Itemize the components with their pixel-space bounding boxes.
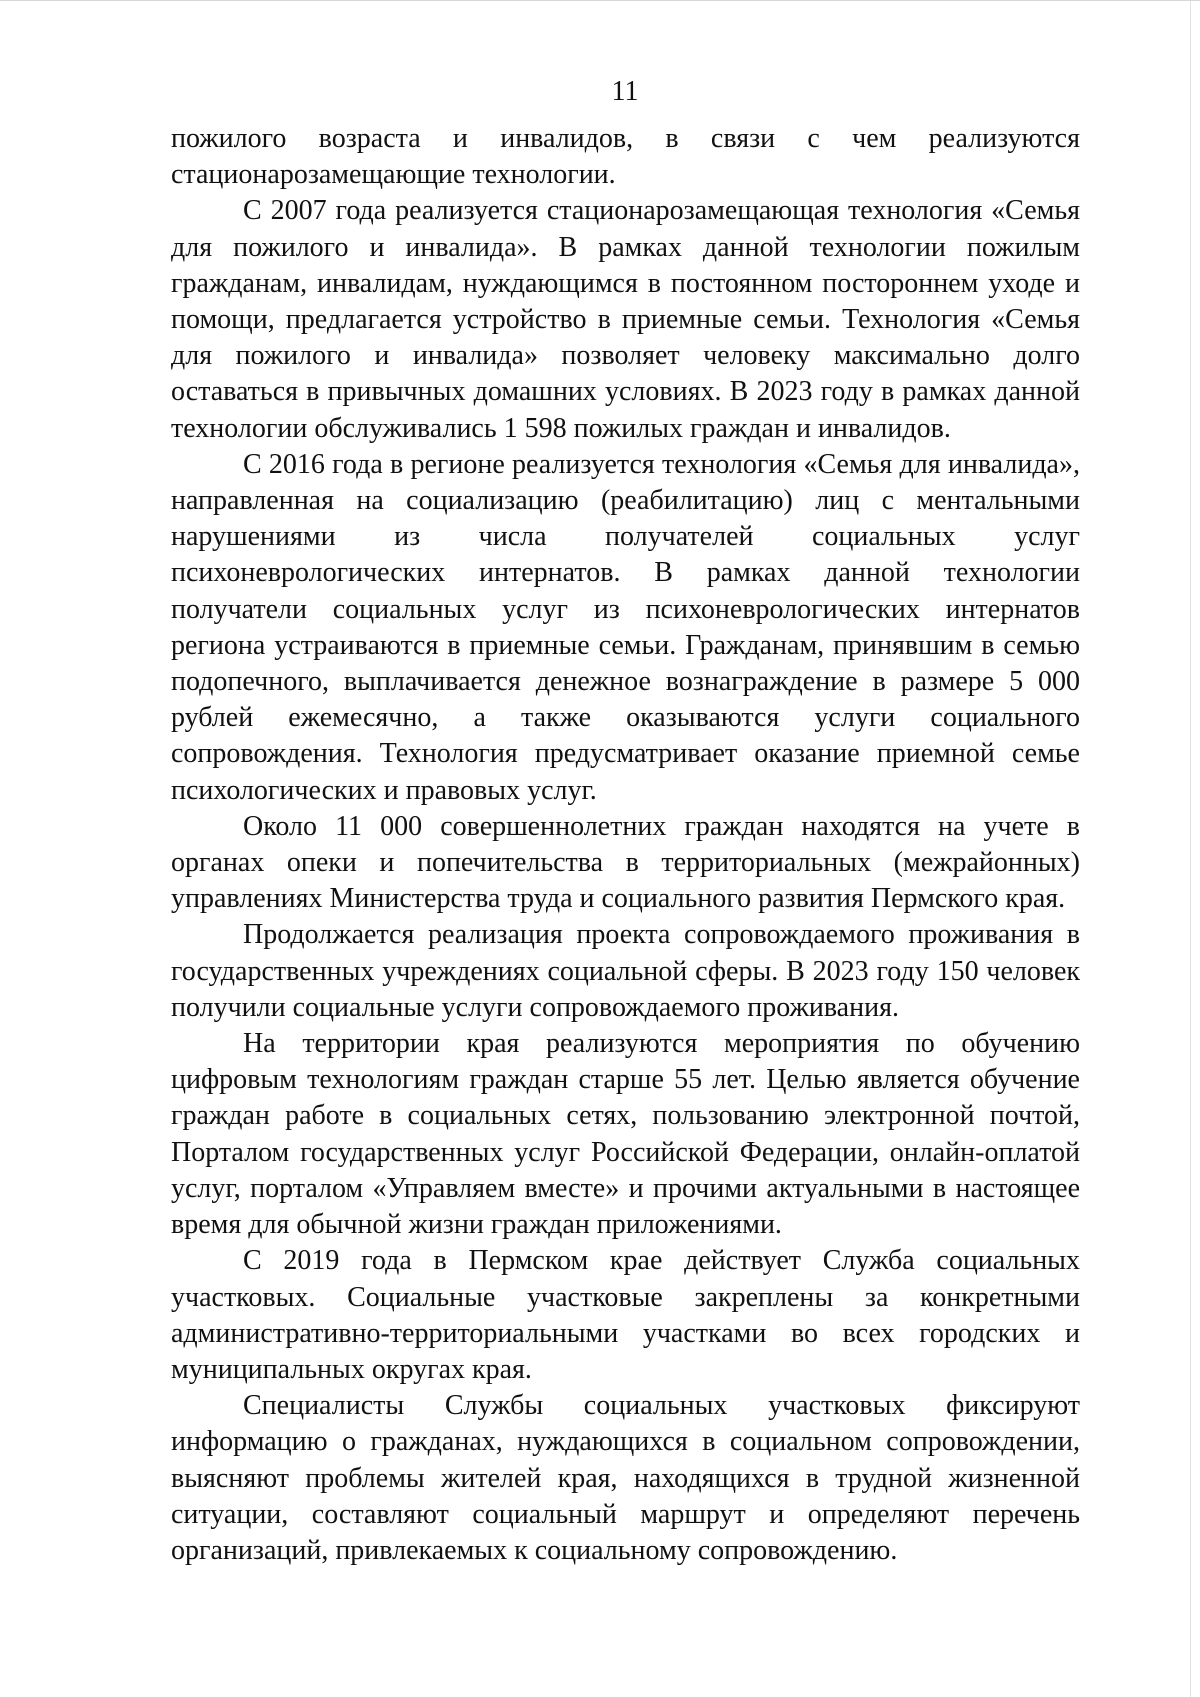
paragraph-guardianship: Около 11 000 совершеннолетних граждан находятся на учете в органах опеки и попечительства в территориальных (межрайонных) управлениях Министерства труда и социального развития Пермского края. [171,810,1080,915]
paragraph-family-for-disabled: С 2016 года в регионе реализуется технология «Семья для инвалида», направленная на социализацию (реабилитацию) лиц с ментальными нарушениями из числа получателей социальных услуг психоневрологических интернатов. В рамках данной технологии получатели социальных услуг из психоневрологических интернатов региона устраиваются в приемные семьи. Гражданам, принявшим в семью подопечного, выплачивается денежное вознаграждение в размере 5 000 рублей ежемесячно, а также оказываются услуги социального сопровождения. Технология предусматривает оказание приемной семье психологических и правовых услуг. [171,448,1080,806]
paragraph-digital-training: На территории края реализуются мероприятия по обучению цифровым технологиям граждан старше 55 лет. Целью является обучение граждан работе в социальных сетях, пользованию электронной почтой, Порталом государственных услуг Российской Федерации, онлайн-оплатой услуг, порталом «Управляем вместе» и прочими актуальными в настоящее время для обычной жизни граждан приложениями. [171,1028,1080,1241]
document-body [171,121,1080,1569]
paragraph-supported-living: Продолжается реализация проекта сопровождаемого проживания в государственных учреждениях социальной сферы. В 2023 году 150 человек получили социальные услуги сопровождаемого проживания. [171,919,1080,1023]
paragraph-continuation: пожилого возраста и инвалидов, в связи с чем реализуются стационарозамещающие технологии. [171,123,1080,191]
page-edge [1190,1,1191,1697]
page-number: 11 [611,76,639,107]
paragraph-specialists: Специалисты Службы социальных участковых фиксируют информацию о гражданах, нуждающихся в социальном сопровождении, выясняют проблемы жителей края, находящихся в трудной жизненной ситуации, составляют социальный маршрут и определяют перечень организаций, привлекаемых к социальному сопровождению. [171,1390,1080,1566]
paragraph-family-for-elderly: С 2007 года реализуется стационарозамещающая технология «Семья для пожилого и инвалида». В рамках данной технологии пожилым гражданам, инвалидам, нуждающимся в постоянном постороннем уходе и помощи, предлагается устройство в приемные семьи. Технология «Семья для пожилого и инвалида» позволяет человеку максимально долго оставаться в привычных домашних условиях. В 2023 году в рамках данной технологии обслуживались 1 598 пожилых граждан и инвалидов. [171,195,1080,444]
paragraph-social-service: С 2019 года в Пермском крае действует Служба социальных участковых. Социальные участковые закреплены за конкретными административно-территориальными участками во всех городских и муниципальных округах края. [171,1245,1080,1385]
